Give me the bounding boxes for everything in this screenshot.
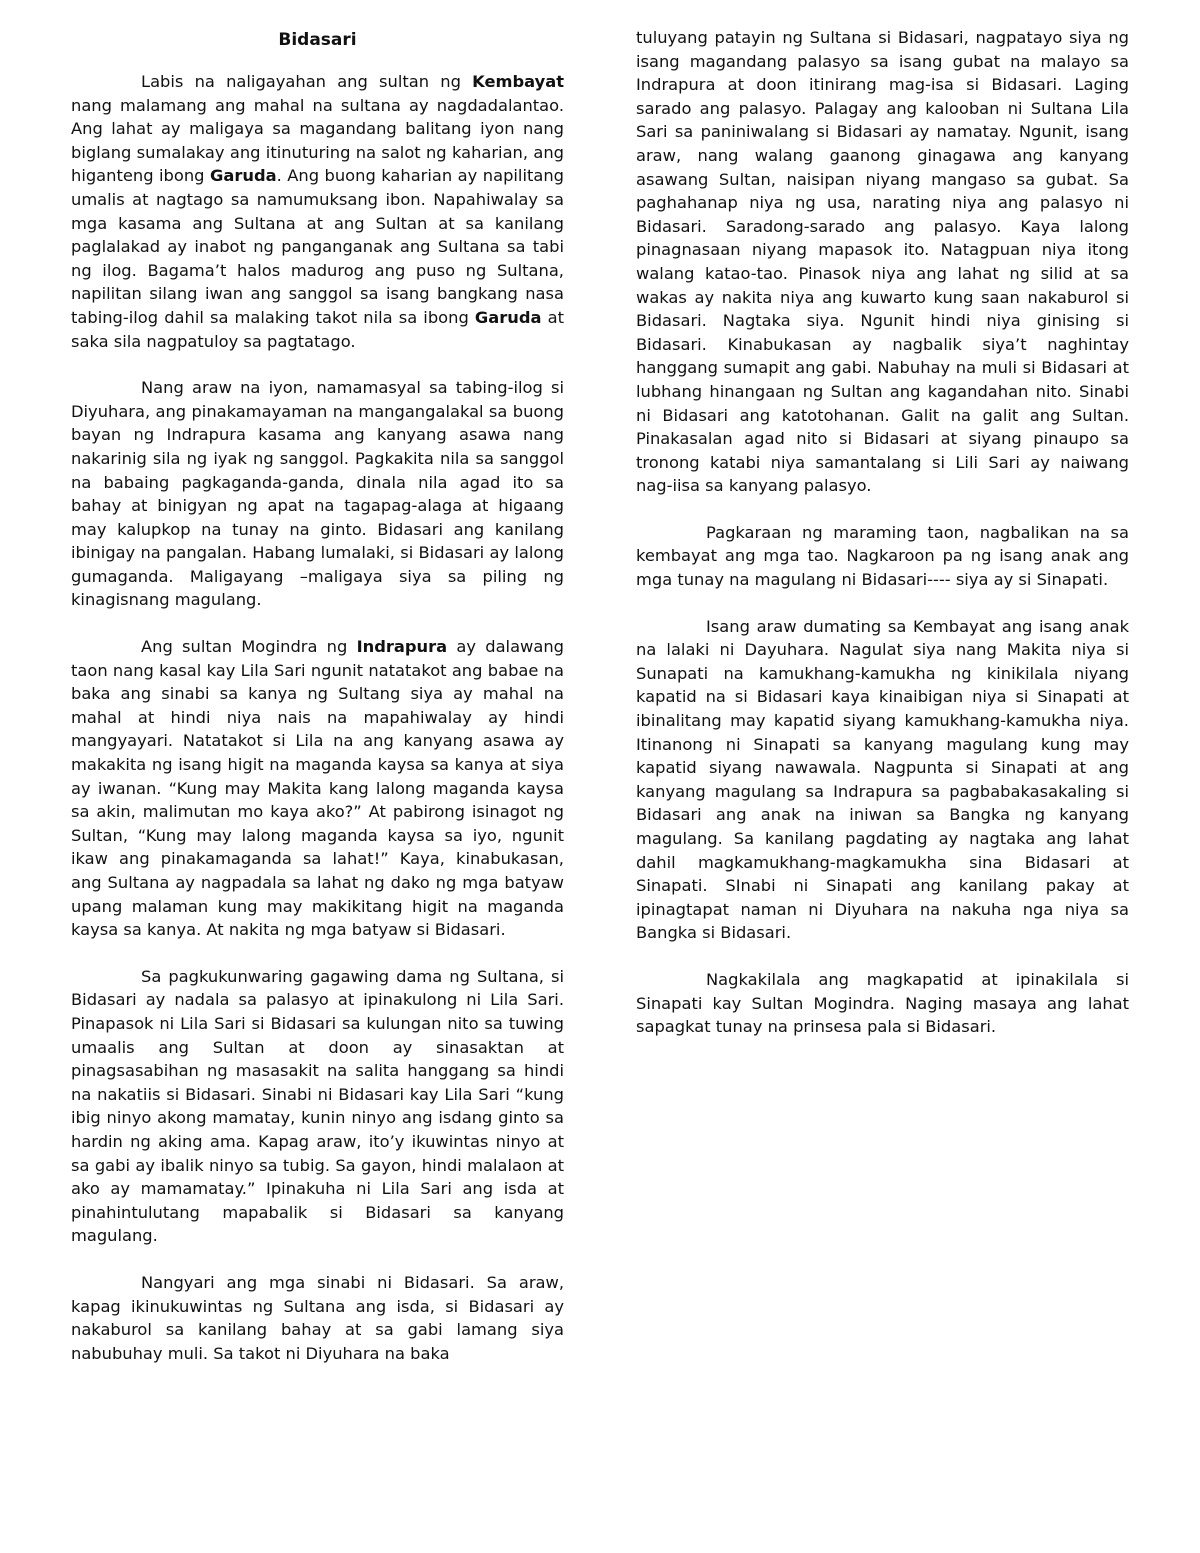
paragraph-1-bold-garuda: Garuda: [209, 166, 277, 186]
paragraph-3-text-a: Ang sultan Mogindra ng: [141, 637, 357, 657]
document-title: Bidasari: [278, 30, 357, 50]
paragraph-2: Nang araw na iyon, namamasyal sa tabing-ilog si Diyuhara, ang pinakamayaman na mangangalakal sa buong bayan ng Indrapura kasama ang kanyang asawa nang nakarinig sila ng iyak ng sanggol. Pagkakita nila sa sanggol na babaing pagkaganda-ganda, dinala nila agad ito sa bahay at binigyan ng apat na tagapag-alaga at higaang may kalupkop na tunay na ginto. Bidasari ang kanilang ibinigay na pangalan. Habang lumalaki, si Bidasari ay lalong gumaganda. Maligayang –maligaya siya sa piling ng kinagisnang magulang.: [71, 378, 564, 610]
left-column: [71, 26, 564, 1388]
paragraph-1: [71, 70, 564, 353]
paragraph-1-text-a: Labis na naligayahan ang sultan ng: [141, 72, 473, 91]
paragraph-1-text-d: at saka sila nagpatuloy sa pagtatago.: [71, 307, 564, 351]
paragraph-1-bold-kembayat: Kembayat: [472, 72, 564, 91]
paragraph-3-text-b: ay dalawang taon nang kasal kay Lila Sari ngunit natatakot ang babae na baka ang sinabi sa kanya ng Sultang siya ay mahal na mahal at hindi niya nais na mapahiwalay ay hindi mangyayari. Natatakot si Lila na ang kanyang asawa ay makakita ng isang higit na maganda kaysa sa kanya at siya ay iwanan. “Kung may Makita kang lalong maganda kaysa sa akin, malimutan mo kaya ako?” At pabirong isinagot ng Sultan, “Kung may lalong maganda kaysa sa iyo, ngunit ikaw ang pinakamaganda sa lahat!” Kaya, kinabukasan, ang Sultana ay nagpadala sa lahat ng dako ng mga batyaw upang malaman kung may makikitang higit na maganda kaysa sa kanya. At nakita ng mga batyaw si Bidasari.: [71, 637, 564, 940]
paragraph-7: Isang araw dumating sa Kembayat ang isang anak na lalaki ni Dayuhara. Nagulat siya nang Makita niya si Sunapati na kamukhang-kamukha ng kinikilala niyang kapatid na si Bidasari kaya kinaibigan niya si Sinapati at ibinalitang may kapatid siyang kamukhang-kamukha niya. Itinanong ni Sinapati sa kanyang magulang kung may kapatid siyang nawawala. Nagpunta si Sinapati at ang kanyang magulang sa Indrapura sa pagbabakasakaling si Bidasari ang anak na iniwan sa Bangka ng kanyang magulang. Sa kanilang pagdating ay nagtaka ang lahat dahil magkamukhang-magkamukha sina Bidasari at Sinapati. SInabi ni Sinapati ang kanilang pakay at ipinagtapat naman ni Diyuhara na nakuha nga niya sa Bangka si Bidasari.: [636, 616, 1129, 943]
paragraph-5-continued: tuluyang patayin ng Sultana si Bidasari, nagpatayo siya ng isang magandang palasyo sa isang gubat na malayo sa Indrapura at doon itinirang mag-isa si Bidasari. Laging sarado ang palasyo. Palagay ang kalooban ni Sultana Lila Sari sa paniniwalang si Bidasari ay namatay. Ngunit, isang araw, nang walang gaanong ginagawa ang kanyang asawang Sultan, naisipan niyang mangaso sa gubat. Sa paghahanap niya ng usa, narating niya ang palasyo ni Bidasari. Saradong-sarado ang palasyo. Kaya lalong pinagnasaan niyang mapasok ito. Natagpuan niya itong walang katao-tao. Pinasok niya ang lahat ng silid at sa wakas ay nakita niya ang kuwarto kung saan nakaburol si Bidasari. Nagtaka siya. Ngunit hindi niya ginising si Bidasari. Kinabukasan ay nagbalik siya’t naghintay hanggang sumapit ang gabi. Nabuhay na muli si Bidasari at lubhang hinangaan ng Sultan ang kagandahan nito. Sinabi ni Bidasari ang katotohanan. Galit na galit ang Sultan. Pinakasalan agad nito si Bidasari at siyang pinaupo sa tronong katabi niya samantalang si Lili Sari ay naiwang nag-iisa sa kanyang palasyo.: [636, 28, 1129, 496]
paragraph-5: Nangyari ang mga sinabi ni Bidasari. Sa araw, kapag ikinukuwintas ng Sultana ang isda, si Bidasari ay nakaburol sa kanilang bahay at sa gabi lamang siya nabubuhay muli. Sa takot ni Diyuhara na baka: [71, 1272, 564, 1363]
paragraph-6: Pagkaraan ng maraming taon, nagbalikan na sa kembayat ang mga tao. Nagkaroon pa ng isang anak ang mga tunay na magulang ni Bidasari---- siya ay si Sinapati.: [636, 522, 1129, 590]
paragraph-8: Nagkakilala ang magkapatid at ipinakilala si Sinapati kay Sultan Mogindra. Naging masaya ang lahat sapagkat tunay na prinsesa pala si Bidasari.: [636, 969, 1129, 1037]
right-column: [636, 26, 1129, 1062]
paragraph-4: Sa pagkukunwaring gagawing dama ng Sultana, si Bidasari ay nadala sa palasyo at ipinakulong ni Lila Sari. Pinapasok ni Lila Sari si Bidasari sa kulungan nito sa tuwing umaalis ang Sultan at doon ay sinasaktan at pinagsasabihan ng masasakit na salita hanggang sa hindi na nakatiis si Bidasari. Sinabi ni Bidasari kay Lila Sari “kung ibig ninyo akong mamatay, kunin ninyo ang isdang ginto sa hardin ng aking ama. Kapag araw, ito’y ikuwintas ninyo at sa gabi ay ibalik ninyo sa tubig. Sa gayon, hindi malalaon at ako ay mamamatay.” Ipinakuha ni Lila Sari ang isda at pinahintulutang mapabalik si Bidasari sa kanyang magulang.: [71, 966, 564, 1246]
paragraph-3: [71, 635, 564, 942]
paragraph-1-text-b: nang malamang ang mahal na sultana ay nagdadalantao. Ang lahat ay maligaya sa magandang balitang iyon nang biglang sumalakay ang itinuturing na salot ng kaharian, ang higanteng ibong: [71, 95, 564, 186]
paragraph-1-bold-garuda-2: Garuda: [474, 307, 542, 327]
paragraph-3-bold-indrapura: Indrapura: [356, 637, 448, 657]
paragraph-1-text-c: . Ang buong kaharian ay napilitang umalis at nagtago sa namumuksang ibon. Napahiwalay sa mga kasama ang Sultana at ang Sultan at sa kanilang paglalakad ay inabot ng panganganak ang Sultana sa tabi ng ilog. Bagama’t halos madurog ang puso ng Sultana, napilitan silang iwan ang sanggol sa isang bangkang nasa tabing-ilog dahil sa malaking takot nila sa ibong: [71, 166, 564, 327]
